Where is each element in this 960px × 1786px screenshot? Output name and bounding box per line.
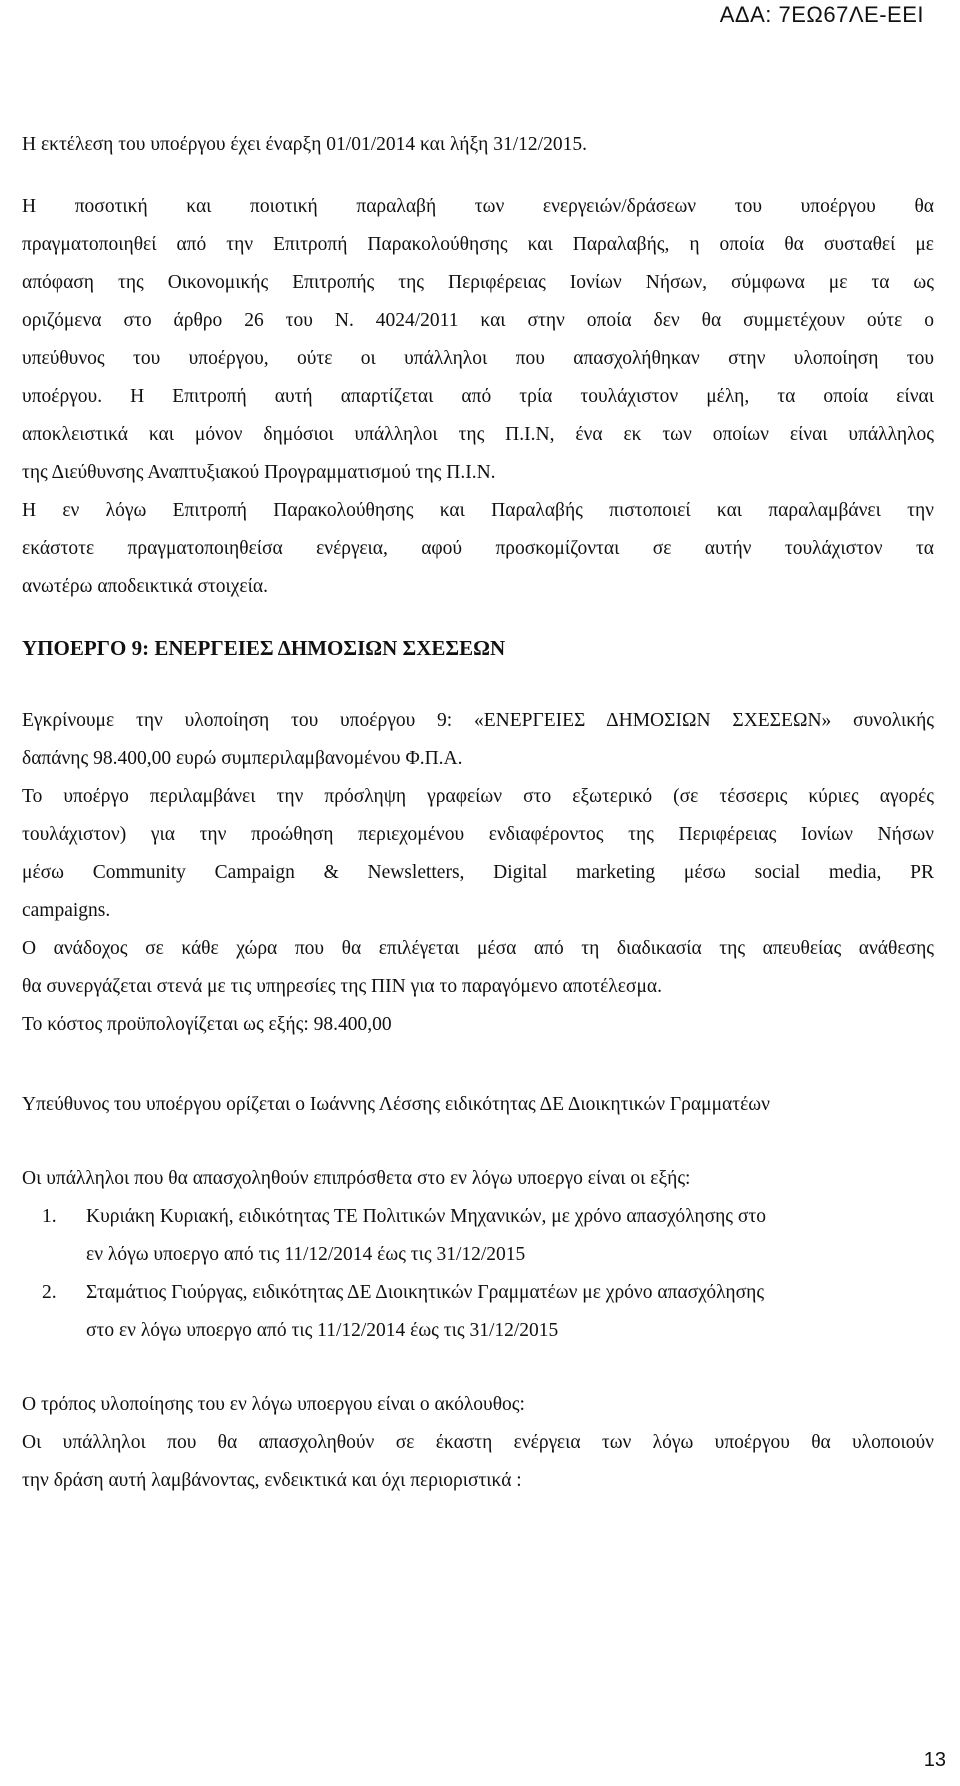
paragraph-line: της Διεύθυνσης Αναπτυξιακού Προγραμματισμού της Π.Ι.Ν. <box>22 462 496 483</box>
paragraph-line: τουλάχιστον) για την προώθηση περιεχομένου ενδιαφέροντος της Περιφέρειας Ιονίων Νήσων <box>22 824 934 845</box>
paragraph-line: Εγκρίνουμε την υλοποίηση του υποέργου 9: «ΕΝΕΡΓΕΙΕΣ ΔΗΜΟΣΙΩΝ ΣΧΕΣΕΩΝ» συνολικής <box>22 710 934 731</box>
list-number: 2. <box>42 1282 57 1303</box>
list-item: Σταμάτιος Γιούργας, ειδικότητας ΔΕ Διοικητικών Γραμματέων με χρόνο απασχόλησης <box>86 1282 765 1303</box>
implementation-intro: Ο τρόπος υλοποίησης του εν λόγω υποεργου είναι ο ακόλουθος: <box>22 1394 525 1415</box>
paragraph-line: εκάστοτε πραγματοποιηθείσα ενέργεια, αφού προσκομίζονται σε αυτήν τουλάχιστον τα <box>22 538 934 559</box>
page-number: 13 <box>923 1749 946 1771</box>
paragraph-line: μέσω Community Campaign & Newsletters, Digital marketing μέσω social media, PR <box>22 862 934 883</box>
paragraph-line: δαπάνης 98.400,00 ευρώ συμπεριλαμβανομένου Φ.Π.Α. <box>22 748 463 769</box>
paragraph-line: οριζόμενα στο άρθρο 26 του Ν. 4024/2011 και στην οποία δεν θα συμμετέχουν ούτε ο <box>22 310 934 331</box>
paragraph-line: υπεύθυνος του υποέργου, ούτε οι υπάλληλοι που απασχολήθηκαν στην υλοποίηση του <box>22 348 934 369</box>
paragraph-line: θα συνεργάζεται στενά με τις υπηρεσίες της ΠΙΝ για το παραγόμενο αποτέλεσμα. <box>22 976 662 997</box>
staff-intro: Οι υπάλληλοι που θα απασχοληθούν επιπρόσθετα στο εν λόγω υποεργο είναι οι εξής: <box>22 1168 691 1189</box>
paragraph-dates: Η εκτέλεση του υποέργου έχει έναρξη 01/01/2014 και λήξη 31/12/2015. <box>22 134 587 155</box>
ada-code: ΑΔΑ: 7ΕΩ67ΛΕ-ΕΕΙ <box>719 2 924 27</box>
list-number: 1. <box>42 1206 57 1227</box>
paragraph-line: την δράση αυτή λαμβάνοντας, ενδεικτικά και όχι περιοριστικά : <box>22 1470 522 1491</box>
paragraph-line: απόφαση της Οικονομικής Επιτροπής της Περιφέρειας Ιονίων Νήσων, σύμφωνα με τα ως <box>22 272 934 293</box>
paragraph-line: Οι υπάλληλοι που θα απασχοληθούν σε έκαστη ενέργεια των λόγω υποέργου θα υλοποιούν <box>22 1432 934 1453</box>
responsible-line: Υπεύθυνος του υποέργου ορίζεται ο Ιωάννης Λέσσης ειδικότητας ΔΕ Διοικητικών Γραμματέων <box>22 1094 770 1115</box>
paragraph-line: ανωτέρω αποδεικτικά στοιχεία. <box>22 576 268 597</box>
section-heading: ΥΠΟΕΡΓΟ 9: ΕΝΕΡΓΕΙΕΣ ΔΗΜΟΣΙΩΝ ΣΧΕΣΕΩΝ <box>22 636 506 660</box>
paragraph-line: Ο ανάδοχος σε κάθε χώρα που θα επιλέγεται μέσα από τη διαδικασία της απευθείας ανάθεσης <box>22 938 934 959</box>
paragraph-line: πραγματοποιηθεί από την Επιτροπή Παρακολούθησης και Παραλαβής, η οποία θα συσταθεί με <box>22 234 934 255</box>
paragraph-line: Η εν λόγω Επιτροπή Παρακολούθησης και Παραλαβής πιστοποιεί και παραλαμβάνει την <box>22 500 934 521</box>
paragraph-line: Η ποσοτική και ποιοτική παραλαβή των ενεργειών/δράσεων του υποέργου θα <box>22 196 934 217</box>
paragraph-line: campaigns. <box>22 900 111 921</box>
paragraph-line: υποέργου. Η Επιτροπή αυτή απαρτίζεται από τρία τουλάχιστον μέλη, τα οποία είναι <box>22 386 934 407</box>
list-item: Κυριάκη Κυριακή, ειδικότητας ΤΕ Πολιτικών Μηχανικών, με χρόνο απασχόλησης στο <box>86 1206 766 1227</box>
list-item: εν λόγω υποεργο από τις 11/12/2014 έως τις 31/12/2015 <box>86 1244 526 1265</box>
cost-line: Το κόστος προϋπολογίζεται ως εξής: 98.400,00 <box>22 1014 392 1035</box>
list-item: στο εν λόγω υποεργο από τις 11/12/2014 έως τις 31/12/2015 <box>86 1320 559 1341</box>
paragraph-line: αποκλειστικά και μόνον δημόσιοι υπάλληλοι της Π.Ι.Ν, ένα εκ των οποίων είναι υπάλληλος <box>22 424 934 445</box>
paragraph-line: Το υποέργο περιλαμβάνει την πρόσληψη γραφείων στο εξωτερικό (σε τέσσερις κύριες αγορές <box>22 786 934 807</box>
